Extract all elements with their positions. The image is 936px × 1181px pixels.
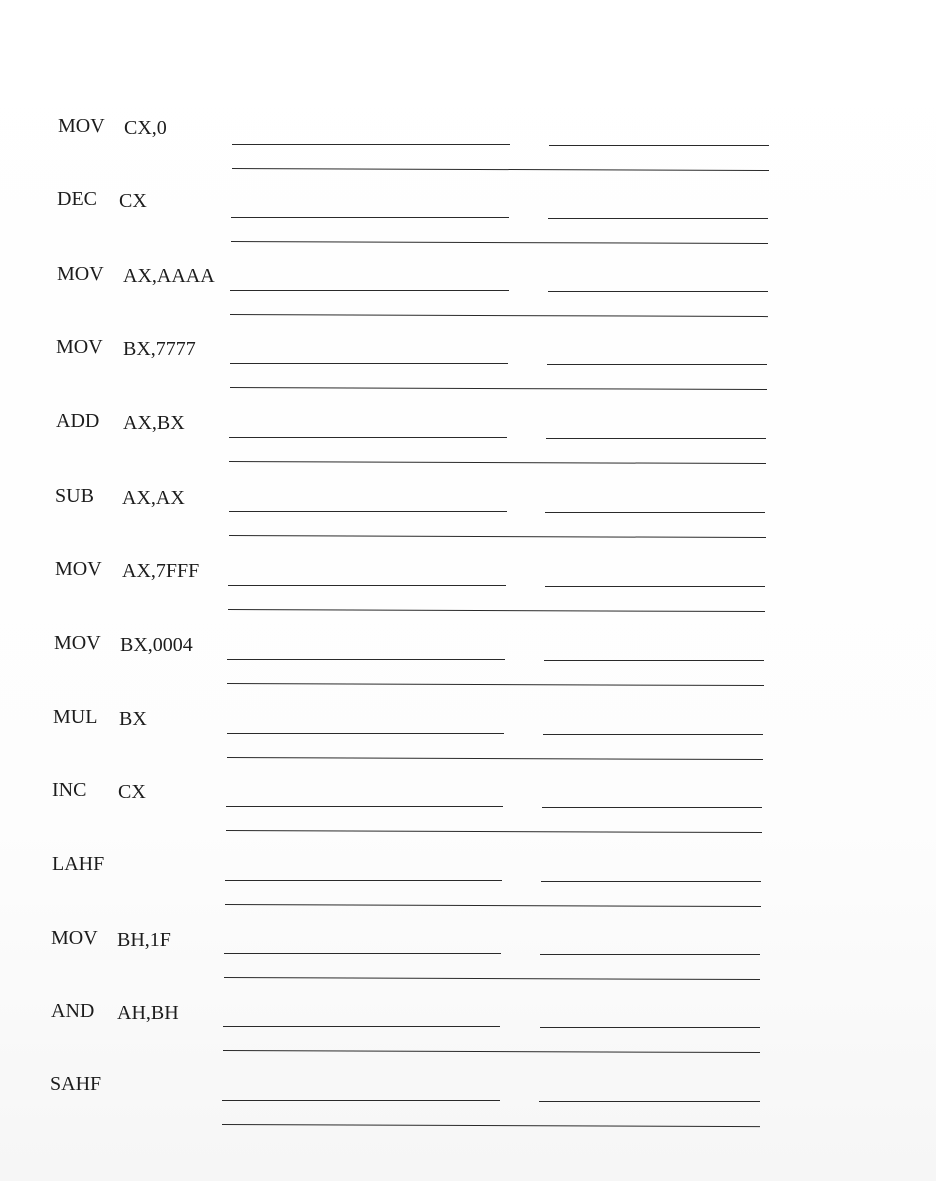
answer-line-left — [232, 144, 510, 145]
answer-line-right — [545, 586, 765, 587]
answer-line-left — [228, 585, 506, 586]
instruction-opcode: AND — [51, 1000, 95, 1022]
answer-line-full — [223, 1050, 760, 1053]
answer-line-left — [227, 659, 505, 660]
answer-line-right — [540, 954, 760, 955]
answer-line-left — [229, 511, 507, 512]
instruction-row — [0, 114, 936, 188]
answer-line-full — [231, 241, 768, 244]
instruction-row — [0, 557, 936, 631]
answer-line-full — [227, 683, 764, 686]
instruction-operand: CX — [118, 781, 146, 803]
answer-line-right — [549, 145, 769, 146]
instruction-row — [0, 262, 936, 336]
answer-line-full — [228, 609, 765, 612]
instruction-row — [0, 631, 936, 705]
answer-line-left — [222, 1100, 500, 1101]
instruction-row — [0, 999, 936, 1073]
answer-line-right — [548, 291, 768, 292]
instruction-opcode: INC — [52, 779, 87, 801]
answer-line-right — [542, 807, 762, 808]
instruction-opcode: ADD — [56, 410, 100, 432]
instruction-operand: AX,7FFF — [122, 560, 200, 582]
answer-line-left — [227, 733, 504, 734]
instruction-row — [0, 187, 936, 261]
answer-line-full — [229, 535, 766, 538]
answer-line-full — [227, 757, 763, 760]
instruction-row — [0, 409, 936, 483]
answer-line-left — [226, 806, 503, 807]
answer-line-left — [229, 437, 507, 438]
instruction-operand: BX — [119, 708, 147, 730]
answer-line-full — [232, 168, 769, 171]
answer-line-full — [224, 977, 760, 980]
answer-line-full — [229, 461, 766, 464]
instruction-opcode: DEC — [57, 188, 97, 210]
answer-line-left — [223, 1026, 500, 1027]
answer-line-full — [226, 830, 762, 833]
instruction-row — [0, 852, 936, 926]
instruction-row — [0, 705, 936, 779]
instruction-operand: AX,BX — [123, 412, 185, 434]
answer-line-right — [543, 734, 763, 735]
instruction-opcode: MOV — [55, 558, 102, 580]
answer-line-left — [230, 290, 509, 291]
instruction-opcode: MOV — [57, 263, 104, 285]
instruction-opcode: MOV — [54, 632, 101, 654]
answer-line-left — [225, 880, 502, 881]
instruction-operand: AX,AAAA — [123, 265, 215, 287]
instruction-row — [0, 484, 936, 558]
answer-line-right — [546, 438, 766, 439]
instruction-operand: BH,1F — [117, 929, 171, 951]
answer-line-right — [547, 364, 767, 365]
answer-line-left — [224, 953, 501, 954]
instruction-opcode: SAHF — [50, 1073, 102, 1095]
instruction-operand: BX,0004 — [120, 634, 193, 656]
answer-line-left — [231, 217, 509, 218]
answer-line-full — [225, 904, 761, 907]
answer-line-full — [230, 314, 768, 317]
instruction-opcode: MUL — [53, 706, 98, 728]
answer-line-left — [230, 363, 508, 364]
instruction-row — [0, 335, 936, 409]
instruction-row — [0, 926, 936, 1000]
instruction-opcode: SUB — [55, 485, 94, 507]
instruction-operand: AH,BH — [117, 1002, 179, 1024]
instruction-operand: AX,AX — [122, 487, 185, 509]
answer-line-full — [222, 1124, 760, 1127]
answer-line-right — [541, 881, 761, 882]
answer-line-right — [540, 1027, 760, 1028]
instruction-row — [0, 778, 936, 852]
instruction-opcode: LAHF — [52, 853, 105, 875]
instruction-operand: CX — [119, 190, 147, 212]
answer-line-right — [544, 660, 764, 661]
instruction-opcode: MOV — [58, 115, 105, 137]
answer-line-right — [545, 512, 765, 513]
instruction-row — [0, 1072, 936, 1146]
answer-line-right — [539, 1101, 760, 1102]
instruction-opcode: MOV — [51, 927, 98, 949]
answer-line-right — [548, 218, 768, 219]
answer-line-full — [230, 387, 767, 390]
instruction-operand: BX,7777 — [123, 338, 196, 360]
instruction-opcode: MOV — [56, 336, 103, 358]
instruction-operand: CX,0 — [124, 117, 167, 139]
